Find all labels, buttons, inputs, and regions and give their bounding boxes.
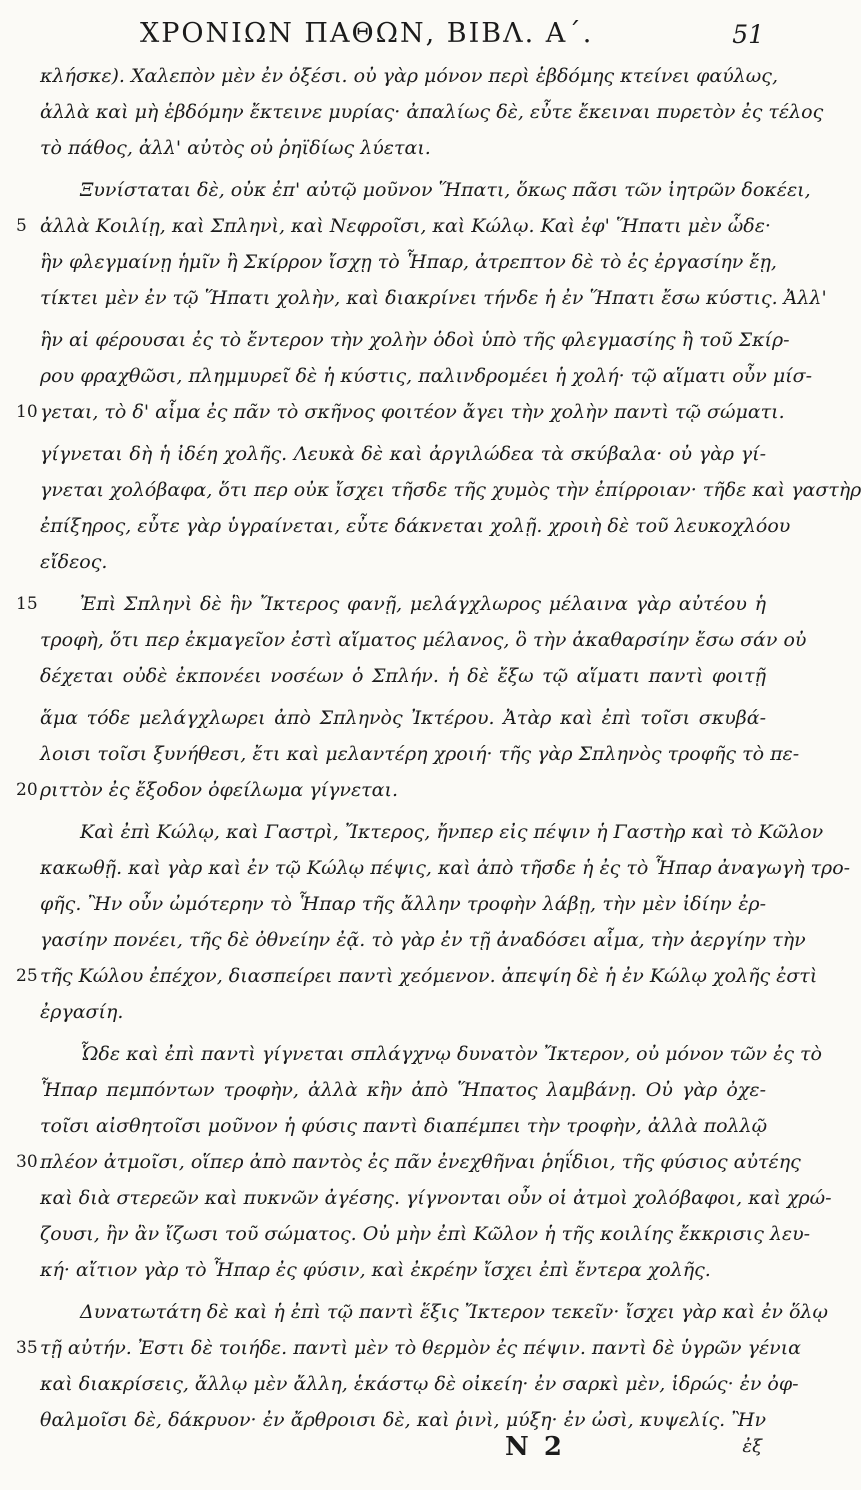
- text-line: πλέον ἀτμοῖσι, οἵπερ ἀπὸ παντὸς ἐς πᾶν ἐνεχθῆναι ῥηΐδιοι, τῆς φύσιος αὐτέης: [40, 1151, 801, 1173]
- text-line: τὸ πάθος, ἀλλ' αὐτὸς οὐ ῥηϊδίως λύεται.: [40, 137, 431, 159]
- text-line: ζουσι, ἢν ἂν ἴζωσι τοῦ σώματος. Οὐ μὴν ἐπὶ Κῶλον ἡ τῆς κοιλίης ἔκκρισις λευ-: [40, 1223, 811, 1245]
- text-line: γεται, τὸ δ' αἷμα ἐς πᾶν τὸ σκῆνος φοιτέον ἄγει τὴν χολὴν παντὶ τῷ σώματι.: [40, 401, 785, 423]
- text-line: Ἧπαρ πεμπόντων τροφὴν, ἀλλὰ κἢν ἀπὸ Ἥπατος λαμβάνῃ. Οὐ γὰρ ὀχε-: [40, 1079, 766, 1101]
- text-line: εἴδεος.: [40, 551, 108, 573]
- text-line: κακωθῇ. καὶ γὰρ καὶ ἐν τῷ Κώλῳ πέψις, καὶ ἀπὸ τῆσδε ἡ ἐς τὸ Ἧπαρ ἀναγωγὴ τρο-: [40, 857, 851, 879]
- text-line: κή· αἴτιον γὰρ τὸ Ἧπαρ ἐς φύσιν, καὶ ἐκρέην ἴσχει ἐπὶ ἔντερα χολῆς.: [40, 1259, 711, 1281]
- text-line: γασίην πονέει, τῆς δὲ ὀθνείην ἐᾷ. τὸ γὰρ ἐν τῇ ἀναδόσει αἷμα, τὴν ἀεργίην τὴν: [40, 929, 806, 951]
- text-line: καὶ διὰ στερεῶν καὶ πυκνῶν ἀγέσης. γίγνονται οὖν οἱ ἀτμοὶ χολόβαφοι, καὶ χρώ-: [40, 1187, 832, 1209]
- page-header: [0, 14, 800, 54]
- text-line: Καὶ ἐπὶ Κώλῳ, καὶ Γαστρὶ, Ἴκτερος, ἤνπερ εἰς πέψιν ἡ Γαστὴρ καὶ τὸ Κῶλον: [80, 821, 824, 843]
- text-line: τίκτει μὲν ἐν τῷ Ἥπατι χολὴν, καὶ διακρίνει τήνδε ἡ ἐν Ἥπατι ἔσω κύστις. Ἀλλ': [40, 287, 827, 309]
- text-line: ἐργασίη.: [40, 1001, 124, 1023]
- text-line: λοισι τοῖσι ξυνήθεσι, ἔτι καὶ μελαντέρη χροιή· τῆς γὰρ Σπληνὸς τροφῆς τὸ πε-: [40, 743, 800, 765]
- text-line: καὶ διακρίσεις, ἄλλῳ μὲν ἄλλη, ἑκάστῳ δὲ οἰκείη· ἐν σαρκὶ μὲν, ἱδρώς· ἐν ὀφ-: [40, 1373, 799, 1395]
- text-line: ρου φραχθῶσι, πλημμυρεῖ δὲ ἡ κύστις, παλινδρομέει ἡ χολή· τῷ αἵματι οὖν μίσ-: [40, 365, 813, 387]
- text-line: δέχεται οὐδὲ ἐκπονέει νοσέων ὁ Σπλήν. ἡ δὲ ἔξω τῷ αἵματι παντὶ φοιτῇ: [40, 665, 766, 687]
- text-line: τῇ αὐτήν. Ἐστι δὲ τοιήδε. παντὶ μὲν τὸ θερμὸν ἐς πέψιν. παντὶ δὲ ὑγρῶν γένια: [40, 1337, 801, 1359]
- text-line: ἣν αἱ φέρουσαι ἐς τὸ ἔντερον τὴν χολὴν ὁδοὶ ὑπὸ τῆς φλεγμασίης ἢ τοῦ Σκίρ-: [40, 329, 790, 351]
- text-line: Δυνατωτάτη δὲ καὶ ἡ ἐπὶ τῷ παντὶ ἕξις Ἴκτερον τεκεῖν· ἴσχει γὰρ καὶ ἐν ὅλῳ: [80, 1301, 828, 1323]
- text-line: ἐπίξηρος, εὖτε γὰρ ὑγραίνεται, εὖτε δάκνεται χολῇ. χροιὴ δὲ τοῦ λευκοχλόου: [40, 515, 791, 537]
- text-line: ἅμα τόδε μελάγχλωρει ἀπὸ Σπληνὸς Ἰκτέρου. Ἀτὰρ καὶ ἐπὶ τοῖσι σκυβά-: [40, 707, 766, 729]
- text-line: κλήσκε). Χαλεπὸν μὲν ἐν ὀξέσι. οὐ γὰρ μόνον περὶ ἑβδόμης κτείνει φαύλως,: [40, 65, 778, 87]
- text-line: γνεται χολόβαφα, ὅτι περ οὐκ ἴσχει τῆσδε τῆς χυμὸς τὴν ἐπίρροιαν· τῆδε καὶ γαστὴρ: [40, 479, 861, 501]
- text-line: Ὧδε καὶ ἐπὶ παντὶ γίγνεται σπλάγχνῳ δυνατὸν Ἴκτερον, οὐ μόνον τῶν ἐς τὸ: [80, 1043, 822, 1065]
- text-line: θαλμοῖσι δὲ, δάκρυον· ἐν ἄρθροισι δὲ, καὶ ῥινὶ, μύξη· ἐν ὠσὶ, κυψελίς. Ἢν: [40, 1409, 766, 1431]
- text-line: τοῖσι αἰσθητοῖσι μοῦνον ἡ φύσις παντὶ διαπέμπει τὴν τροφὴν, ἀλλὰ πολλῷ: [40, 1115, 768, 1137]
- text-line: τῆς Κώλου ἐπέχον, διασπείρει παντὶ χεόμενον. ἀπεψίη δὲ ἡ ἐν Κώλῳ χολῆς ἐστὶ: [40, 965, 818, 987]
- text-line: Ἐπὶ Σπληνὶ δὲ ἣν Ἴκτερος φανῇ, μελάγχλωρος μέλαινα γὰρ αὐτέου ἡ: [80, 593, 766, 615]
- line-number: 25: [16, 966, 38, 986]
- line-number: 10: [16, 402, 38, 422]
- text-line: φῆς. Ἢν οὖν ὠμότερην τὸ Ἧπαρ τῆς ἄλλην τροφὴν λάβῃ, τὴν μὲν ἰδίην ἐρ-: [40, 893, 766, 915]
- running-title: ΧΡΟΝΙΩΝ ΠΑΘΩΝ, ΒΙΒΛ. Α΄.: [140, 18, 594, 49]
- page-number: 51: [732, 20, 764, 49]
- catchword: ἐξ: [742, 1436, 762, 1457]
- text-line: ἣν φλεγμαίνῃ ἡμῖν ἢ Σκίρρον ἴσχῃ τὸ Ἧπαρ, ἀτρεπτον δὲ τὸ ἐς ἐργασίην ἔῃ,: [40, 251, 777, 273]
- signature-mark: N 2: [505, 1432, 565, 1462]
- text-line: τροφὴ, ὅτι περ ἐκμαγεῖον ἐστὶ αἵματος μέλανος, ὃ τὴν ἀκαθαρσίην ἔσω σάν οὐ: [40, 629, 807, 651]
- text-line: ἀλλὰ Κοιλίῃ, καὶ Σπληνὶ, καὶ Νεφροῖσι, καὶ Κώλῳ. Καὶ ἐφ' Ἥπατι μὲν ὧδε·: [40, 215, 771, 237]
- text-line: ἀλλὰ καὶ μὴ ἑβδόμην ἔκτεινε μυρίας· ἀπαλίως δὲ, εὖτε ἔκειναι πυρετὸν ἐς τέλος: [40, 101, 824, 123]
- text-line: ριττὸν ἐς ἔξοδον ὀφείλωμα γίγνεται.: [40, 779, 398, 801]
- line-number: 20: [16, 780, 38, 800]
- line-number: 15: [16, 594, 38, 614]
- line-number: 5: [16, 216, 27, 236]
- text-line: Ξυνίσταται δὲ, οὐκ ἐπ' αὐτῷ μοῦνον Ἥπατι, ὅκως πᾶσι τῶν ἰητρῶν δοκέει,: [80, 179, 811, 201]
- text-line: γίγνεται δὴ ἡ ἰδέη χολῆς. Λευκὰ δὲ καὶ ἀργιλώδεα τὰ σκύβαλα· οὐ γὰρ γί-: [40, 443, 766, 465]
- line-number: 35: [16, 1338, 38, 1358]
- line-number: 30: [16, 1152, 38, 1172]
